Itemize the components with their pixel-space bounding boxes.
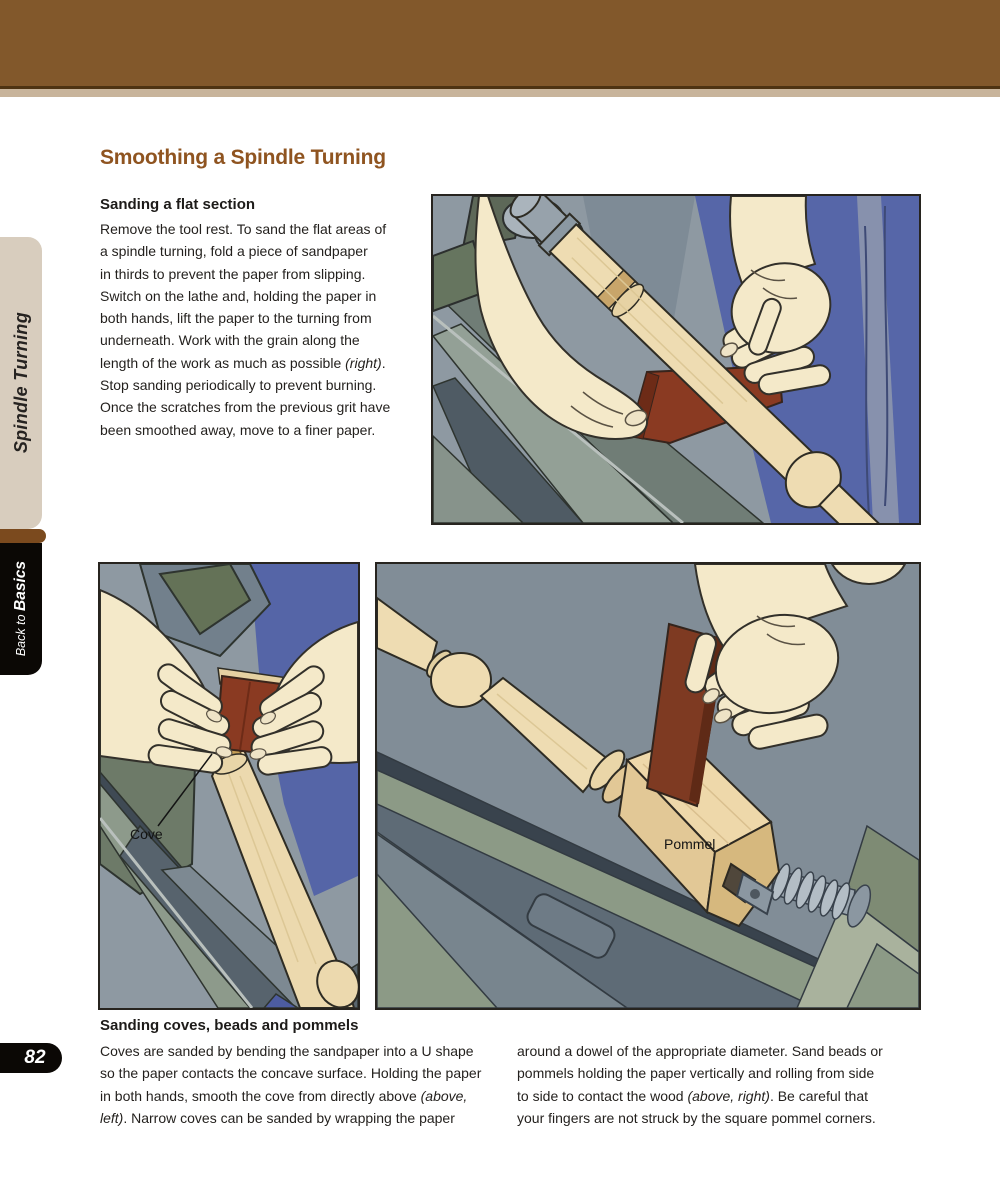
section-heading-flat: Sanding a flat section [100, 196, 256, 213]
text-line: to side to contact the wood (above, right). Be careful that [517, 1087, 868, 1104]
sidebar-divider [0, 529, 46, 543]
text-line: so the paper contacts the concave surface. Holding the paper [100, 1065, 482, 1082]
header-accent-strip [0, 89, 1000, 97]
text-line: both hands, lift the paper to the turning from [100, 310, 372, 327]
series-tab-prefix: Back to [14, 614, 28, 657]
label-cove: Cove [130, 826, 163, 842]
text-line: Stop sanding periodically to prevent burning. [100, 377, 377, 394]
sanding-cove-illustration [100, 564, 358, 1008]
text-line: Remove the tool rest. To sand the flat areas of [100, 221, 387, 237]
page-title: Smoothing a Spindle Turning [100, 146, 386, 169]
page-number-badge [0, 1043, 62, 1073]
chapter-tab-label: Spindle Turning [10, 312, 31, 454]
coves-paragraph-right [517, 1040, 883, 1129]
text-line: underneath. Work with the grain along the [100, 332, 360, 349]
figure-sanding-cove [98, 562, 360, 1010]
header-bar [0, 0, 1000, 86]
text-line: in both hands, smooth the cove from directly above (above, [100, 1087, 468, 1104]
series-tab-label [12, 561, 30, 656]
sidebar-series-tab [0, 543, 42, 675]
figure-sanding-flat [431, 194, 921, 525]
sanding-flat-illustration [433, 196, 919, 523]
text-line: Once the scratches from the previous grit have [100, 399, 391, 416]
sidebar-chapter-tab [0, 237, 42, 529]
text-line: in thirds to prevent the paper from slipping. [100, 265, 366, 282]
text-line: Switch on the lathe and, holding the paper in [100, 287, 377, 304]
text-line: been smoothed away, move to a finer paper. [100, 421, 376, 438]
section-heading-coves: Sanding coves, beads and pommels [100, 1017, 359, 1034]
coves-paragraph-left [100, 1040, 481, 1129]
text-line: around a dowel of the appropriate diameter. Sand beads or [517, 1043, 883, 1059]
flat-section-paragraph [100, 218, 390, 441]
text-line: your fingers are not struck by the square pommel corners. [517, 1109, 876, 1126]
page-number: 82 [24, 1047, 46, 1068]
text-line: a spindle turning, fold a piece of sandpaper [100, 243, 368, 260]
series-tab-bold: Basics [12, 561, 29, 612]
sanding-pommel-illustration [377, 564, 919, 1008]
text-line: Coves are sanded by bending the sandpaper into a U shape [100, 1043, 474, 1059]
text-line: length of the work as much as possible (right). [100, 354, 386, 371]
text-line: pommels holding the paper vertically and rolling from side [517, 1065, 875, 1082]
text-line: left). Narrow coves can be sanded by wrapping the paper [100, 1109, 455, 1126]
figure-sanding-pommel [375, 562, 921, 1010]
label-pommel: Pommel [664, 836, 716, 852]
